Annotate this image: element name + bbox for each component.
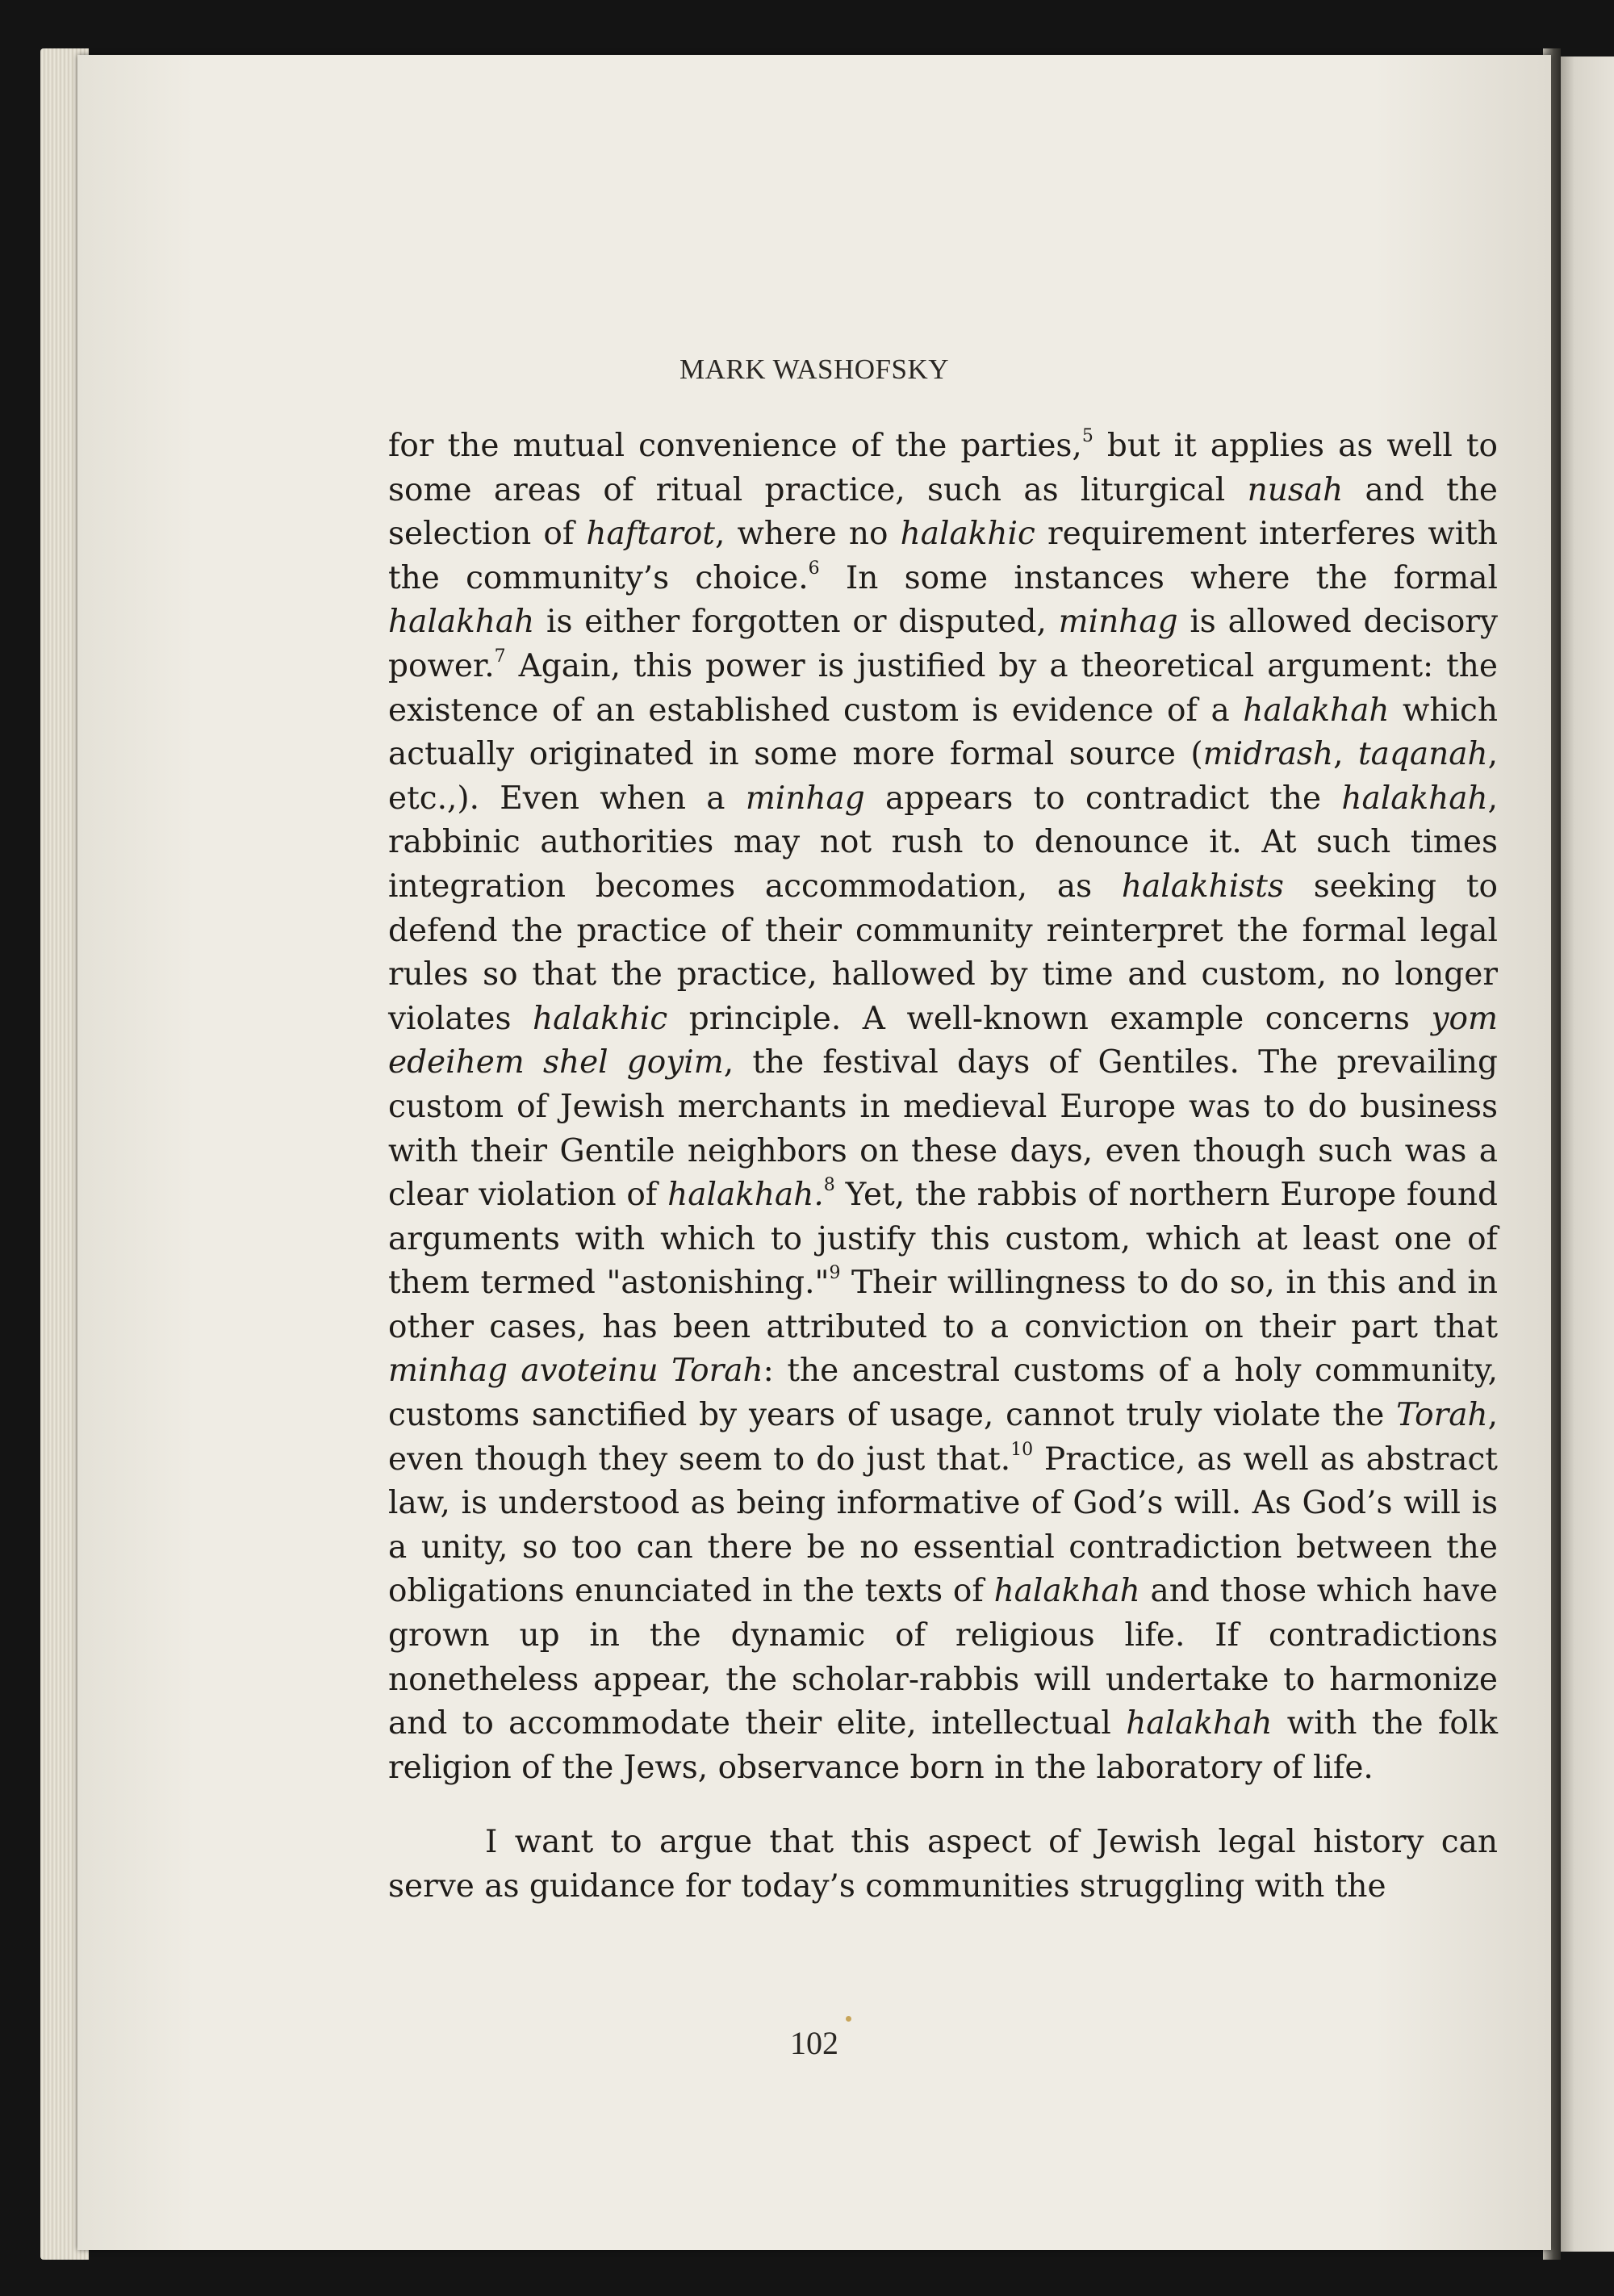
italic-term: halakhah: [1341, 780, 1488, 817]
italic-term: halakhic: [533, 1000, 668, 1037]
italic-term: Torah: [1396, 1397, 1488, 1434]
italic-term: halakhah: [1126, 1705, 1273, 1742]
footnote-marker: 6: [808, 558, 820, 579]
italic-term: minhag: [745, 780, 865, 817]
text-run: requirement interferes with the community’s choice.: [388, 516, 1498, 596]
paragraph: [388, 424, 1498, 1790]
footnote-marker: 9: [829, 1263, 841, 1284]
italic-term: minhag avoteinu Torah: [388, 1353, 763, 1390]
text-run: Practice, as well as abstract law, is understood as being informative of God’s will. As God’s will is a unity, so too can there be no essential contradiction between the obligations enunciated in the texts of: [388, 1441, 1498, 1610]
text-run: I want to argue that this aspect of Jewish legal history can serve as guidance for today’s communities struggling with the: [388, 1824, 1498, 1905]
text-run: which actually originated in some more formal source (: [388, 692, 1498, 773]
text-run: seeking to defend the practice of their community reinterpret the formal legal rules so that the practice, hallowed by time and custom, no longer violates: [388, 868, 1498, 1037]
italic-term: halakhic: [900, 516, 1035, 553]
text-run: Again, this power is justified by a theoretical argument: the existence of an established custom is evidence of a: [388, 647, 1498, 729]
book-page: [77, 55, 1551, 2250]
text-run: with the folk religion of the Jews, observance born in the laboratory of life.: [388, 1705, 1498, 1786]
italic-term: halakhah.: [667, 1177, 824, 1214]
facing-page-edge: [1558, 56, 1614, 2252]
text-run: appears to contradict the: [864, 780, 1342, 817]
page-number: 102: [790, 2025, 838, 2061]
text-run: for the mutual convenience of the parties,: [388, 428, 1082, 464]
text-run: is either forgotten or disputed,: [534, 604, 1059, 641]
footnote-marker: 10: [1010, 1439, 1034, 1460]
italic-term: nusah: [1247, 471, 1344, 508]
footnote-marker: 7: [494, 646, 506, 667]
text-run: , even though they seem to do just that.: [388, 1397, 1498, 1478]
text-run: Their willingness to do so, in this and in other cases, has been attributed to a conviction on their part that: [388, 1265, 1498, 1345]
ink-dot: [846, 2016, 851, 2022]
paragraph: [388, 1821, 1498, 1909]
text-run: but it applies as well to some areas of ritual practice, such as liturgical: [388, 428, 1498, 508]
italic-term: yom edeihem shel goyim: [388, 1000, 1498, 1081]
text-run: and those which have grown up in the dynamic of religious life. If contradictions nonetheless appear, the scholar-rabbis will undertake to harmonize and to accommodate their elite, intellectual: [388, 1573, 1499, 1742]
italic-term: halakhah: [993, 1573, 1140, 1610]
text-run: : the ancestral customs of a holy community, customs sanctified by years of usage, cannot truly violate the: [388, 1353, 1499, 1434]
italic-term: minhag: [1058, 604, 1178, 641]
text-run: and the selection of: [388, 471, 1498, 553]
italic-term: midrash: [1202, 736, 1334, 773]
text-run: , the festival days of Gentiles. The prevailing custom of Jewish merchants in medieval Europe was to do business with their Gentile neighbors on these days, even though such was a clear violation of: [388, 1044, 1498, 1214]
running-head: MARK WASHOFSKY: [679, 353, 950, 385]
text-run: principle. A well-known example concerns: [667, 1000, 1432, 1037]
text-run: Yet, the rabbis of northern Europe found arguments with which to justify this custom, which at least one of them termed "astonishing.": [388, 1177, 1498, 1302]
footnote-marker: 8: [823, 1175, 835, 1196]
text-run: , where no: [714, 516, 901, 553]
italic-term: halakhah: [1243, 692, 1390, 729]
text-run: ,: [1333, 736, 1358, 773]
text-run: , etc.,). Even when a: [388, 736, 1498, 817]
italic-term: halakhah: [388, 604, 535, 641]
text-run: , rabbinic authorities may not rush to denounce it. At such times integration becomes accommodation, as: [388, 780, 1498, 905]
italic-term: taqanah: [1357, 736, 1488, 773]
text-run: is allowed decisory power.: [388, 604, 1498, 684]
footnote-marker: 5: [1081, 426, 1093, 446]
text-run: In some instances where the formal: [819, 559, 1498, 596]
italic-term: halakhists: [1121, 868, 1284, 905]
italic-term: haftarot: [586, 516, 715, 553]
body-text: [388, 424, 1498, 1909]
